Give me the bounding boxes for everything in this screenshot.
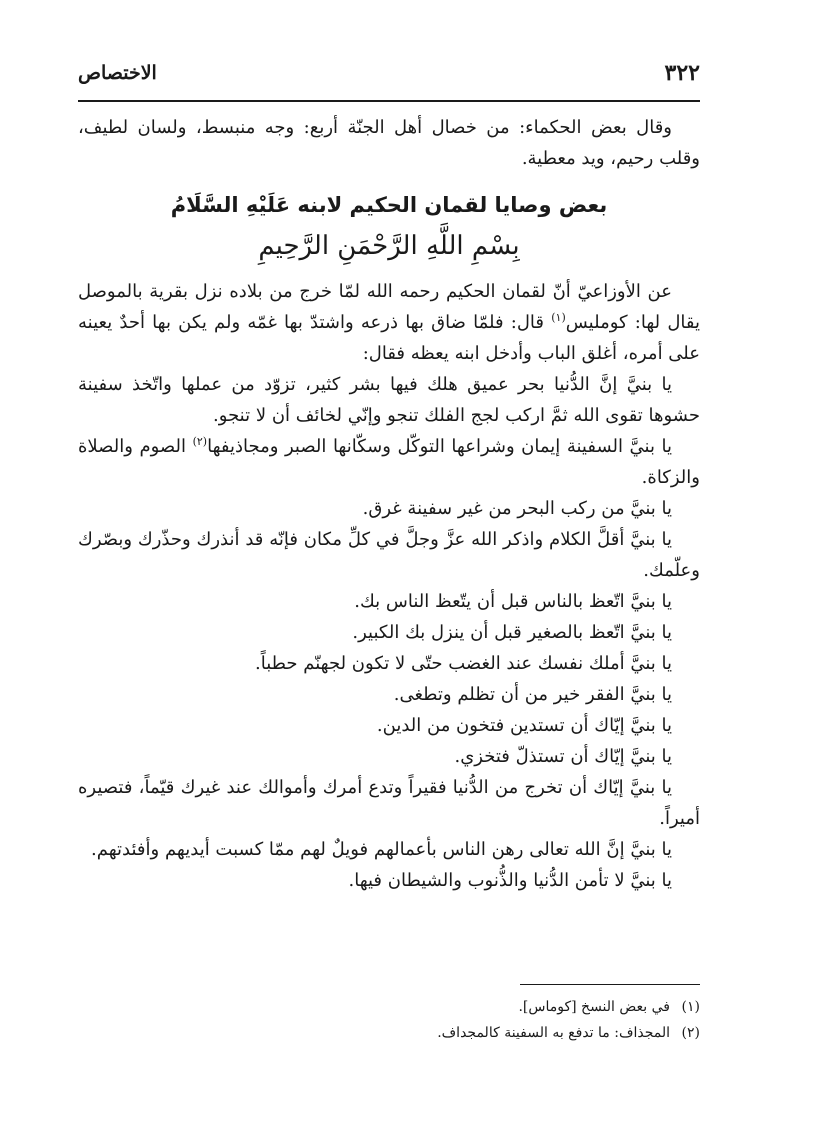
footnote-2-number: (٢) <box>681 1025 700 1041</box>
footnote-ref-2: (٢) <box>192 435 208 448</box>
page-number: ٣٢٢ <box>664 60 700 86</box>
paragraph-13: يا بنيَّ إنَّ الله تعالى رهن الناس بأعمالهم فويلٌ لهم ممّا كسبت أيديهم وأفئدتهم. <box>91 839 672 860</box>
header-divider <box>78 100 700 102</box>
footnote-1-text: في بعض النسخ [كوماس]. <box>518 999 670 1015</box>
footnote-1-number: (١) <box>681 999 700 1015</box>
paragraph-3-part-a: يا بنيَّ السفينة إيمان وشراعها التوكّل وسكّانها الصبر ومجاذيفها <box>207 436 672 457</box>
page-header <box>78 58 700 98</box>
page-body <box>78 112 700 896</box>
footnote-1 <box>78 994 700 1020</box>
paragraph-6: يا بنيَّ اتّعظ بالناس قبل أن يتّعظ الناس بك. <box>354 591 672 612</box>
paragraph-8: يا بنيَّ أملك نفسك عند الغضب حتّى لا تكون لجهنّم حطباً. <box>255 653 672 674</box>
paragraph-1-part-b: قال: فلمّا ضاق بها ذرعه واشتدّ بها غمّه ولم يكن بها أحدٌ يعينه على أمره، أغلق الباب وأدخل ابنه يعظه فقال: <box>78 312 700 364</box>
section-title: بعض وصايا لقمان الحكيم لابنه عَلَيْهِ السَّلَامُ <box>170 193 608 217</box>
paragraph-12: يا بنيَّ إيّاك أن تخرج من الدُّنيا فقيراً وتدع أمرك وأموالك عند غيرك قيّماً، فتصيره أميراً. <box>78 777 700 829</box>
footnote-2 <box>78 1020 700 1046</box>
basmala: بِسْمِ اللَّهِ الرَّحْمَنِ الرَّحِيمِ <box>258 231 520 261</box>
running-title: الاختصاص <box>78 62 157 84</box>
paragraph-1 <box>78 276 700 369</box>
paragraph-11: يا بنيَّ إيّاك أن تستذلّ فتخزي. <box>454 746 672 767</box>
paragraph-9: يا بنيَّ الفقر خير من أن تظلم وتطغى. <box>393 684 672 705</box>
footnote-2-text: المجذاف: ما تدفع به السفينة كالمجداف. <box>437 1025 670 1041</box>
paragraph-2: يا بنيَّ إنَّ الدُّنيا بحر عميق هلك فيها بشر كثير، تزوّد من عملها واتّخذ سفينة حشوها تقوى الله ثمَّ اركب لجج الفلك تنجو وإنّي لخائف أن لا تنجو. <box>78 374 700 426</box>
paragraph-7: يا بنيَّ اتّعظ بالصغير قبل أن ينزل بك الكبير. <box>352 622 672 643</box>
paragraph-1-part-a: عن الأوزاعيّ أنّ لقمان الحكيم رحمه الله لمّا خرج من بلاده نزل بقرية بالموصل يقال لها: كومليس <box>78 281 700 333</box>
paragraph-4: يا بنيَّ من ركب البحر من غير سفينة غرق. <box>362 498 672 519</box>
footnotes <box>78 994 700 1046</box>
paragraph-3 <box>78 431 700 493</box>
intro-paragraph: وقال بعض الحكماء: من خصال أهل الجنّة أربع: وجه منبسط، ولسان لطيف، وقلب رحيم، ويد معطية. <box>78 117 700 169</box>
footnote-ref-1: (١) <box>551 311 566 324</box>
paragraph-14: يا بنيَّ لا تأمن الدُّنيا والذُّنوب والشيطان فيها. <box>348 870 672 891</box>
paragraph-10: يا بنيَّ إيّاك أن تستدين فتخون من الدين. <box>376 715 672 736</box>
footnote-divider <box>520 984 700 985</box>
paragraph-5: يا بنيَّ أقلَّ الكلام واذكر الله عزَّ وجلَّ في كلِّ مكان فإنّه قد أنذرك وحذّرك وبصّرك وعلّمك. <box>78 529 700 581</box>
paragraph-3-part-b: الصوم والصلاة والزكاة. <box>78 436 700 488</box>
